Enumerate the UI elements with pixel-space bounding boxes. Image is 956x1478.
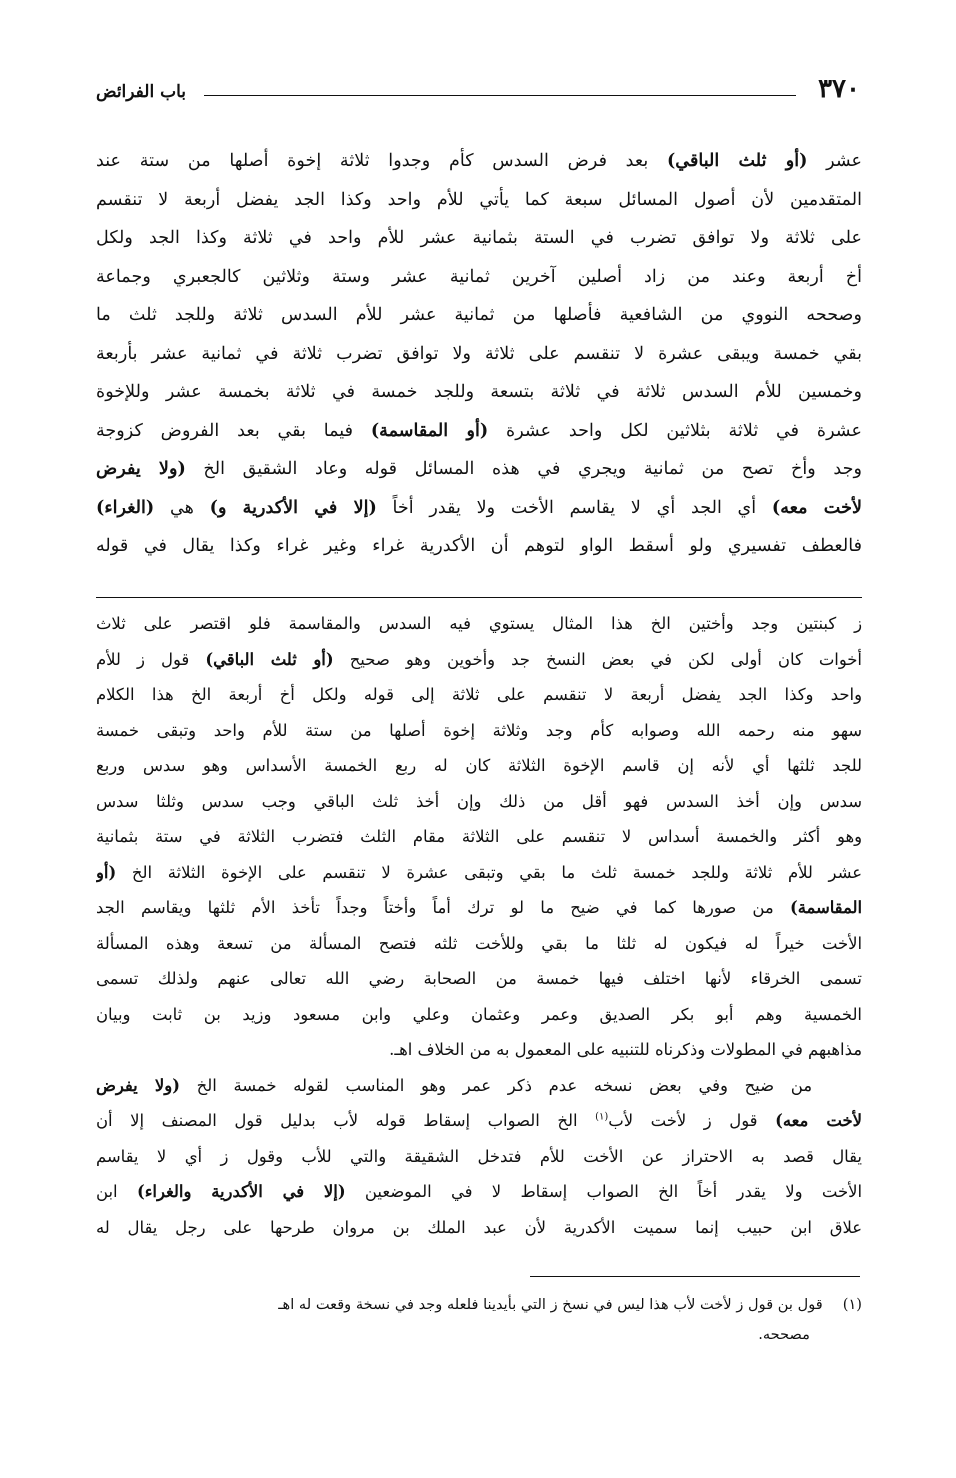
text-run: واحد وكذا الجد يفضل أربعة لا تنقسم على ثلاثة إلى قوله ولكل أخ أربعة الخ هذا الكلام — [96, 685, 862, 704]
text-line — [96, 489, 862, 528]
text-line — [96, 1068, 862, 1104]
footnote-text-line-2: مصححه. — [758, 1326, 810, 1343]
text-run: ابن — [96, 1182, 137, 1201]
header-rule — [204, 95, 796, 96]
text-line — [96, 642, 862, 678]
text-line — [96, 219, 862, 258]
text-line — [96, 412, 862, 451]
text-run: عشرة في ثلاثة بثلاثين لكل واحد عشرة — [488, 420, 862, 441]
text-run: يقال قصد به الاحتراز عن الأخت للأم فتدخل الشقيقة والتي للأب وقول ز أي لا يقاسم — [96, 1146, 862, 1166]
text-run: الأخت خيراً له فيكون له ثلثا ما بقي وللأخت ثلثه فتصح المسألة من تسعة وهذه المسألة — [96, 933, 862, 953]
text-run: عشر للأم ثلاثة وللجد خمسة ثلث ما بقي وتبقى عشرة لا تنقسم على الإخوة الثلاثة الخ — [116, 862, 862, 882]
text-run: ز كبنتين وجد وأختين الخ هذا المثال يستوي فيه السدس والمقاسمة فلو اقتصر على ثلاث — [96, 614, 862, 633]
bold-lemma: (أو ثلث الباقي) — [205, 649, 334, 669]
bold-lemma: (أو — [96, 862, 117, 882]
text-run: وخمسين للأم السدس ثلاثة في ثلاثة بتسعة وللجد خمسة في ثلاثة بخمسة عشر وللإخوة — [96, 382, 862, 402]
text-line — [96, 450, 862, 489]
text-run: سدس وإن أخذ السدس فهو أقل من ذلك وإن أخذ ثلث الباقي وجب سدس وثلثا سدس — [96, 791, 862, 811]
text-run: فالعطف تفسيري ولو أسقط الواو لتوهم أن الأكدرية غراء وغير غراء وكذا يقال في قوله — [96, 536, 862, 556]
text-line — [96, 819, 862, 855]
text-line — [96, 296, 862, 335]
bold-lemma: (إلا في الأكدرية والغراء) — [136, 1182, 346, 1201]
text-run: قول ز للأم — [96, 649, 206, 669]
text-run: هي — [154, 497, 210, 518]
text-line — [96, 784, 862, 820]
bold-lemma: لأخت معه) — [771, 496, 862, 518]
text-run: من صورها كما في ضيح ما لو ترك أماً وأختاً وجداً تأخذ الأم ثلثها ويقاسم الجد — [96, 898, 790, 917]
text-run: المتقدمين لأن أصول المسائل سبعة كما يأتي للأم واحد وكذا الجد يفضل أربعة لا تنقسم — [96, 189, 862, 210]
bold-lemma: (الغراء) — [96, 496, 155, 518]
text-line — [96, 1174, 862, 1210]
main-text — [96, 142, 862, 566]
footnote-marker: (١) — [595, 1111, 609, 1123]
text-run: أي الجد أي لا يقاسم الأخت ولا يقدر أخاً — [376, 497, 772, 518]
page-header — [96, 72, 860, 108]
text-line — [96, 997, 862, 1033]
text-run: بعد فرض السدس كأم وجدوا ثلاثة إخوة أصلها من ستة عند — [96, 151, 667, 171]
footnote — [96, 1290, 862, 1350]
text-run: مذاهبهم في المطولات وذكرناه للتنبيه على المعمول به من الخلاف اهـ. — [389, 1040, 862, 1059]
footnote-line — [96, 1320, 862, 1350]
main-separator-rule — [96, 597, 862, 598]
text-line — [96, 890, 862, 926]
text-line — [96, 606, 862, 642]
text-run: قول ز لأخت لأب — [608, 1111, 776, 1130]
text-line — [96, 1210, 862, 1246]
running-title: باب الفرائض — [96, 82, 186, 102]
commentary-text — [96, 606, 862, 1245]
text-run: للجد ثلثها أي لأنه إن قاسم الإخوة الثلاثة كان له ربع الخمسة الأسداس وهو سدس وربع — [96, 756, 862, 775]
text-line — [96, 527, 862, 566]
text-run: علاق ابن حبيب إنما سميت الأكدرية لأن عبد الملك بن مروان طرحها على رجل يقال له — [96, 1217, 862, 1237]
text-run: الخمسية وهم أبو بكر الصديق وعمر وعثمان وعلي وابن مسعود وزيد بن ثابت وبيان — [96, 1004, 862, 1024]
text-line — [96, 713, 862, 749]
text-line — [96, 258, 862, 297]
text-run: من ضيح وفي بعض نسخه عدم ذكر عمر وهو المناسب لقوله خمسة الخ — [179, 1075, 813, 1095]
text-line — [96, 855, 862, 891]
text-line — [96, 1139, 862, 1175]
text-line — [96, 677, 862, 713]
text-run: على ثلاثة ولا توافق تضرب في الستة بثمانية عشر للأم واحد في ثلاثة وكذا الجد ولكل — [96, 228, 862, 248]
footnote-number: (١) — [842, 1296, 862, 1313]
text-line — [96, 181, 862, 220]
text-line — [96, 748, 862, 784]
text-run: الخ الصواب إسقاط قوله لأب بدليل قول المصنف إلا أن — [96, 1111, 596, 1130]
text-run: سهو منه رحمه الله وصوابه كأم وجد وثلاثة إخوة أصلها من ستة للأم واحد وتبقى خمسة — [96, 720, 862, 740]
footnote-separator-rule — [530, 1276, 860, 1277]
text-run: وهو أكثر والخمسة أسداس لا تنقسم على الثلاثة مقام الثلث فتضرب الثلاثة في ستة بثمانية — [96, 827, 862, 846]
text-line — [96, 926, 862, 962]
bold-lemma: (أو المقاسمة) — [370, 419, 489, 441]
footnote-text-line-1: قول بن قول ز لأخت لأب هذا ليس في نسخ ز التي بأيدينا فلعله وجد في نسخة وقعت له اهـ — [278, 1296, 823, 1313]
text-run: تسمى الخرقاء لأنها اختلف فيها خمسة من الصحابة رضي الله تعالى عنهم ولذلك تسمى — [96, 969, 862, 988]
bold-lemma: (أو ثلث الباقي) — [666, 150, 808, 171]
text-run: بقي خمسة ويبقى عشرة لا تنقسم على ثلاثة ولا توافق تضرب ثلاثة في ثمانية عشر بأربعة — [96, 343, 862, 364]
text-line — [96, 1103, 862, 1139]
bold-lemma: لأخت معه) — [775, 1111, 862, 1130]
bold-lemma: المقاسمة) — [789, 898, 862, 917]
text-line — [96, 335, 862, 374]
text-run: الأخت ولا يقدر أخاً الخ الصواب إسقاط لا في الموضعين — [345, 1182, 862, 1201]
text-run: وصححه النووي من الشافعية فأصلها من ثمانية عشر للأم السدس ثلاثة وللجد ثلث ما — [96, 305, 862, 325]
footnote-line — [96, 1290, 862, 1320]
text-run: عشر — [807, 151, 862, 171]
text-run: أخوات كان أولى لكن في بعض النسخ جد وأخوين وهو صحيح — [333, 649, 862, 669]
text-line — [96, 961, 862, 997]
bold-lemma: (ولا يفرض — [96, 1075, 180, 1095]
text-run: وجد وأخ تصح من ثمانية ويجري في هذه المسائل قوله وعاد الشقيق الخ — [185, 459, 862, 479]
text-run: فيما بقي بعد الفروض كزوجة — [96, 420, 371, 441]
text-line — [96, 373, 862, 412]
text-line — [96, 1032, 862, 1068]
text-run: أخ أربعة وعند من زاد أصلين آخرين ثمانية عشر وستة وثلاثين كالجعبري وجماعة — [96, 266, 862, 287]
bold-lemma: (ولا يفرض — [96, 458, 186, 479]
page-number: ٣٧٠ — [818, 74, 860, 104]
text-line — [96, 142, 862, 181]
bold-lemma: (إلا في الأكدرية و) — [209, 496, 377, 518]
